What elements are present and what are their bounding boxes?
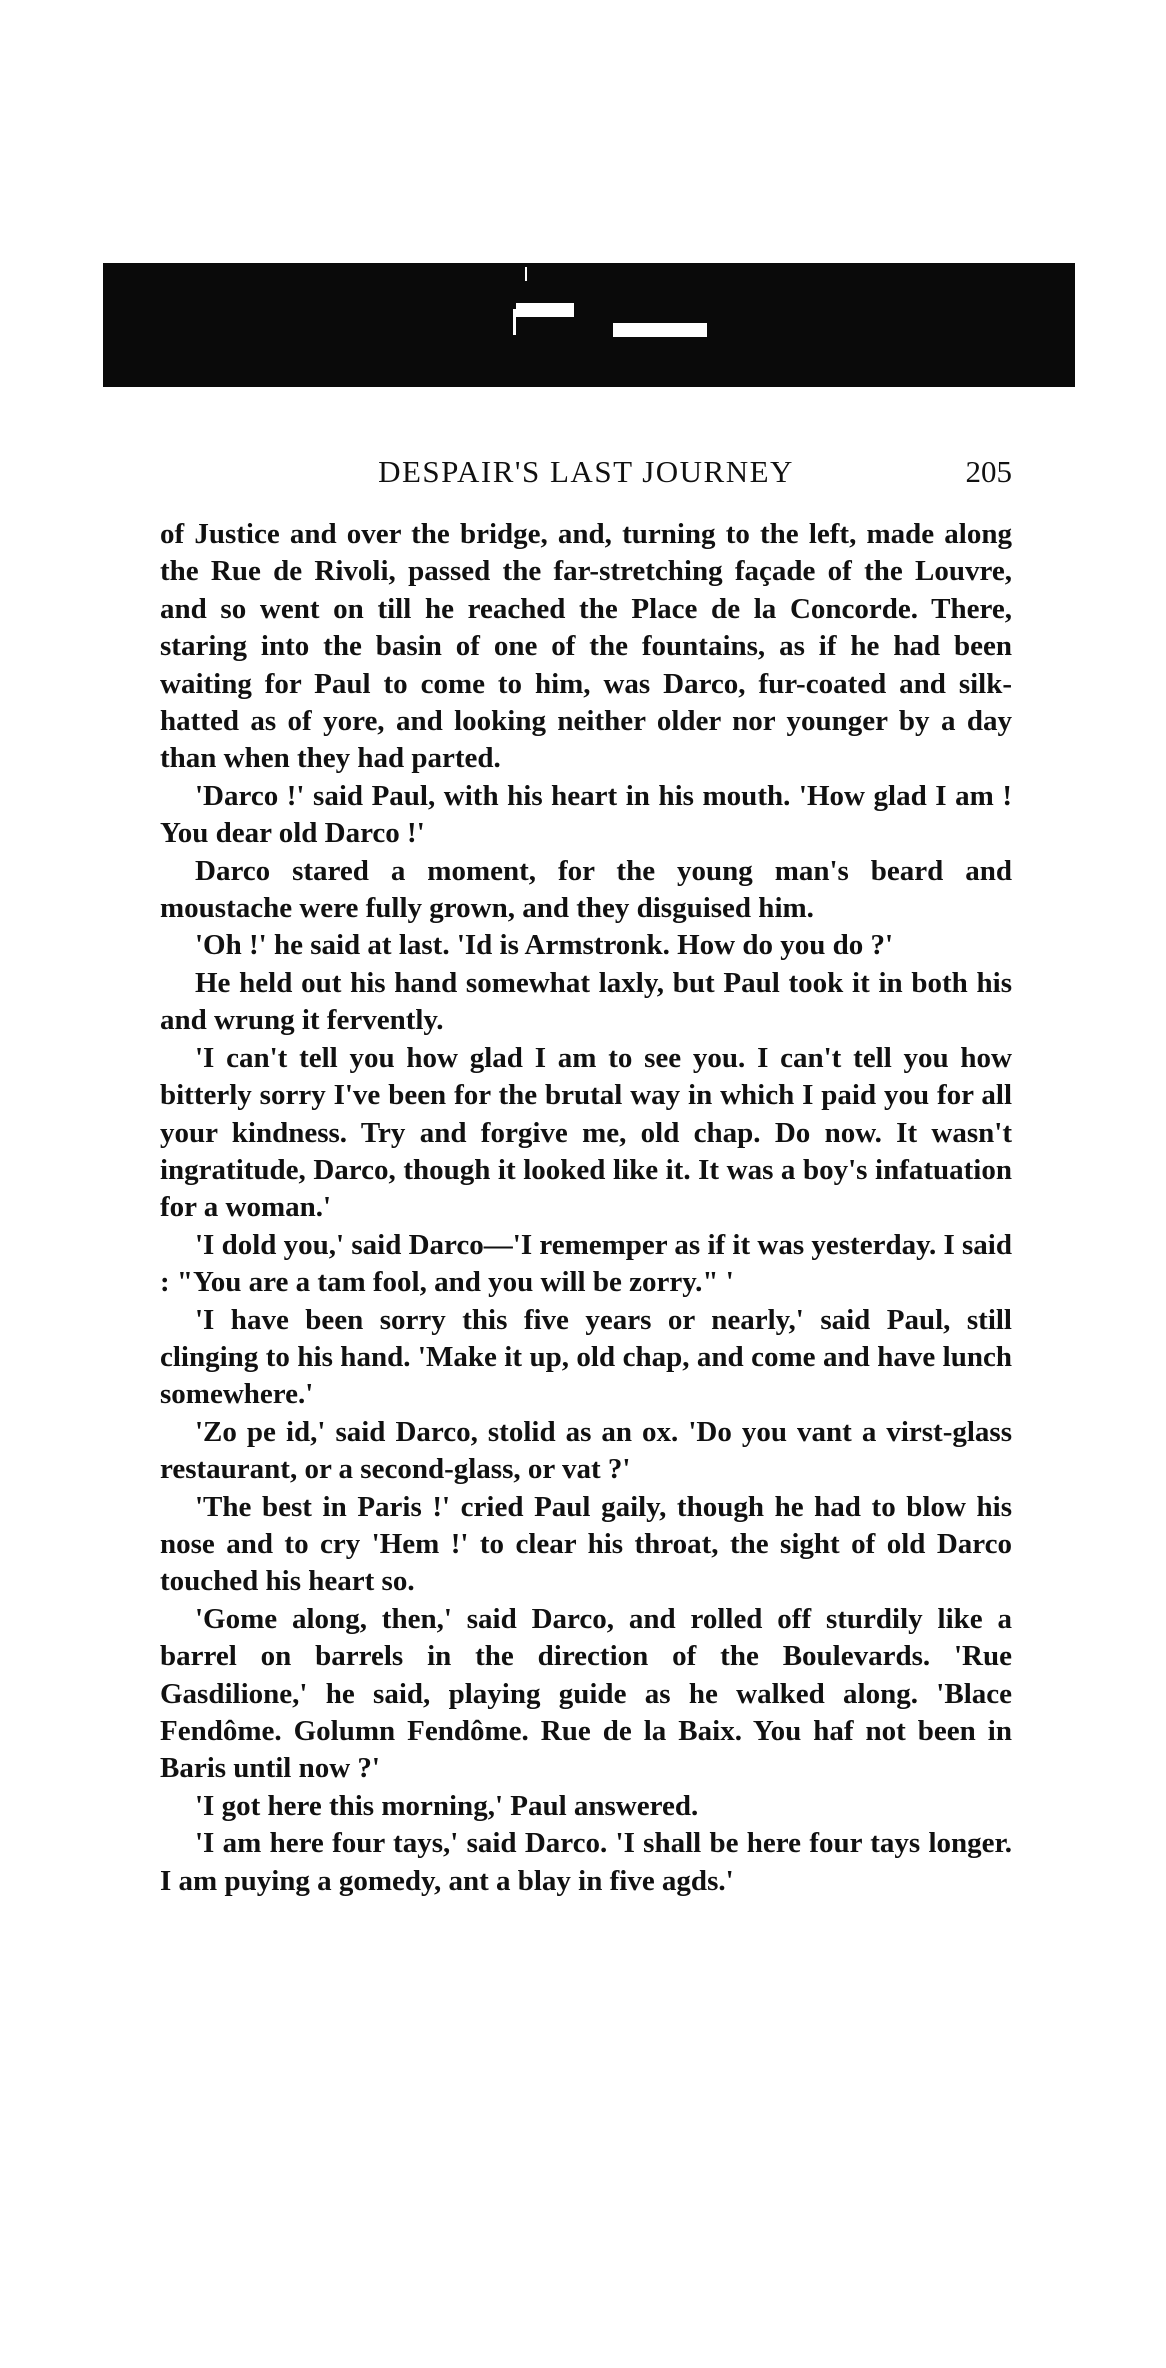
paragraph: Darco stared a moment, for the young man's beard and moustache were fully grown, and they disguised him. <box>160 854 1012 925</box>
scan-artifact <box>613 323 707 337</box>
paragraph: 'I have been sorry this five years or nearly,' said Paul, still clinging to his hand. 'Make it up, old chap, and come and have lunch somewhere.' <box>160 1303 1012 1411</box>
paragraph: 'I can't tell you how glad I am to see you. I can't tell you how bitterly sorry I've been for the brutal way in which I paid you for all your kindness. Try and forgive me, old chap. Do now. It wasn't ingratitude, Darco, though it looked like it. It was a boy's infatuation for a woman.' <box>160 1041 1012 1224</box>
paragraph: 'The best in Paris !' cried Paul gaily, though he had to blow his nose and to cry 'Hem !' to clear his throat, the sight of old Darco touched his heart so. <box>160 1490 1012 1598</box>
paragraph: 'Oh !' he said at last. 'Id is Armstronk. How do you do ?' <box>195 929 894 962</box>
paragraph: 'I got here this morning,' Paul answered. <box>195 1789 699 1822</box>
paragraph: He held out his hand somewhat laxly, but Paul took it in both his and wrung it fervently. <box>160 966 1012 1037</box>
paragraph: 'Darco !' said Paul, with his heart in his mouth. 'How glad I am ! You dear old Darco !' <box>160 779 1012 850</box>
paragraph: of Justice and over the bridge, and, turning to the left, made along the Rue de Rivoli, passed the far-stretching façade of the Louvre, and so went on till he reached the Place de la Concorde. There, staring into the basin of one of the fountains, as if he had been waiting for Paul to come to him, was Darco, fur-coated and silk-hatted as of yore, and looking neither older nor younger by a day than when they had parted. <box>160 518 1012 775</box>
page-number: 205 <box>965 454 1012 489</box>
page-header <box>160 454 1012 498</box>
paragraph: 'I am here four tays,' said Darco. 'I shall be here four tays longer. I am puying a gomedy, ant a blay in five agds.' <box>160 1827 1012 1897</box>
body-text <box>160 516 1012 1900</box>
paragraph: 'Zo pe id,' said Darco, stolid as an ox. 'Do you vant a virst-glass restaurant, or a second-glass, or vat ?' <box>160 1415 1012 1486</box>
scan-black-bar <box>103 263 1075 387</box>
scan-artifact <box>525 267 527 281</box>
paragraph: 'I dold you,' said Darco—'I rememper as if it was yesterday. I said : "You are a tam fool, and you will be zorry." ' <box>160 1228 1012 1299</box>
scan-artifact <box>513 309 516 335</box>
paragraph: 'Gome along, then,' said Darco, and rolled off sturdily like a barrel on barrels in the direction of the Boulevards. 'Rue Gasdilione,' he said, playing guide as he walked along. 'Blace Fendôme. Golumn Fendôme. Rue de la Baix. You haf not been in Baris until now ?' <box>160 1602 1012 1785</box>
scan-artifact <box>516 303 574 317</box>
running-title: DESPAIR'S LAST JOURNEY <box>378 454 794 489</box>
